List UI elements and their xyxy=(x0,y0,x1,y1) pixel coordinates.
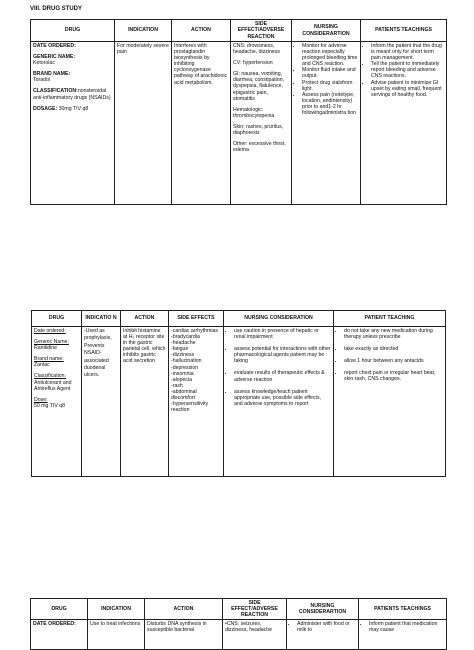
teaching-cell xyxy=(334,327,446,477)
side-effects-cell xyxy=(231,42,292,205)
generic-name-value: Ranitidine xyxy=(34,345,58,352)
side-effects-cell: •CNS: seizures, dizziness, headache xyxy=(223,620,287,650)
header-side-effects: SIDE EFFECTS xyxy=(169,311,224,327)
indication-cell: Use to treat infections xyxy=(88,620,145,650)
header-side-effects: SIDE EFFECT/ADVERSE REACTION xyxy=(223,599,287,620)
nursing-item: • use caution in presence of hepatic or renal impairment xyxy=(234,328,331,340)
side-effect-item: Other: excessive thirst, edema xyxy=(233,141,286,154)
side-effect-item: -cardiac arrhythmias xyxy=(171,328,218,334)
nursing-item: • assess potential for interactions with other pharmacological agents patient may be taking xyxy=(234,346,331,364)
side-effect-item: Skin: rashes, pruritus, diaphoresis xyxy=(233,123,284,137)
side-effect-item: -bradycardia xyxy=(171,334,200,341)
teaching-item: • Inform patient that medication may cause xyxy=(369,621,444,633)
teaching-item: • do not take any new medication during therapy unless prescribe xyxy=(344,328,443,340)
dose-label: Dose: xyxy=(34,396,48,403)
nursing-cell xyxy=(292,42,361,205)
date-ordered-label: Date ordered: xyxy=(34,328,66,334)
action-cell: Disturbs DNA synthesis in susceptible bacterial xyxy=(145,620,223,650)
side-effect-item: -depression xyxy=(171,364,199,371)
teaching-cell xyxy=(361,42,447,205)
drug-study-table-ranitidine xyxy=(31,310,446,477)
side-effect-item: -insomnia xyxy=(171,370,194,377)
teaching-item: • report chest pain or irregular heart beat, skin rash, CNS changes. xyxy=(344,370,443,382)
nursing-item: • Assess pain (notetype, location, andintensity) prior to and1-2 hr followingadministra tion xyxy=(302,92,358,116)
nursing-item: • Administer with food or milk to xyxy=(297,621,356,633)
side-effect-item: -hypersensitivity reaction xyxy=(171,401,209,414)
classification-value: Antiulcerant and Antireflux Agent xyxy=(34,379,72,392)
teaching-cell xyxy=(359,620,447,650)
drug-cell xyxy=(31,42,115,205)
side-effect-item: -hallucination xyxy=(171,358,202,365)
side-effects-cell xyxy=(169,327,224,477)
teaching-item: • take exactly as directed xyxy=(344,346,443,352)
header-teaching: PATIENT TEACHING xyxy=(334,311,446,327)
header-drug: DRUG xyxy=(31,20,115,42)
date-ordered-label: DATE ORDERED: xyxy=(31,620,88,650)
side-effect-item: -headache xyxy=(171,340,196,347)
header-action: ACTION xyxy=(172,20,231,42)
side-effect-item: CV: hypertension xyxy=(233,60,273,67)
generic-name-value: Ketorolac xyxy=(33,60,55,67)
dosage-label: DOSAGE: xyxy=(33,105,58,112)
nursing-cell xyxy=(287,620,359,650)
teaching-item: • Inform the patient that the drug is meant only for short term pain management. xyxy=(371,43,444,61)
header-drug: DRUG xyxy=(32,311,82,327)
date-ordered-label: DATE ORDERED: xyxy=(33,43,76,49)
side-effect-item: -alopecia xyxy=(171,376,193,383)
nursing-item: • evaluate results of therapeutic effects & adverse reaction xyxy=(234,370,331,382)
nursing-item: • assess knowledge/teach patient appropriate use, possible side effects, and adverse symptoms to report xyxy=(234,389,331,407)
drug-study-table-ketorolac xyxy=(30,19,447,205)
dose-value: 50 mg TIV q8 xyxy=(34,402,66,409)
brand-name-value: Toradol xyxy=(33,77,51,84)
dosage-value: 30mg TIV q8 xyxy=(57,105,89,112)
teaching-item: • Tell the patient to immediately report bleeding and adverse CNS reactions. xyxy=(371,61,444,79)
side-effect-item: CNS: drowsiness, headache, dizziness xyxy=(233,43,281,56)
header-nursing: NURSING CONSIDERATION xyxy=(224,311,334,327)
side-effect-item: -rash xyxy=(171,382,183,389)
classification-label: CLASSIFICATION: xyxy=(33,88,78,95)
header-indication: INDICATION xyxy=(115,20,172,42)
action-cell: Interferes with prostaglandin biosynthesis by inhibiting cyclooxygenase pathway of arachidonic acid metabolism. xyxy=(172,42,231,205)
brand-name-value: Zantac xyxy=(34,362,50,369)
nursing-item: • Protect drug vialsfrom light. xyxy=(302,80,358,92)
side-effect-item: GI: nausea, vomiting, diarrhea, constipation, dyspepsia, flatulence, epigastric pain, stomatitis xyxy=(233,71,285,102)
header-teaching: PATIENTS TEACHINGS xyxy=(361,20,447,42)
header-action: ACTION xyxy=(145,599,223,620)
header-indication: INDICATION xyxy=(88,599,145,620)
header-side-effects: SIDE EFFECT/ADVERSE REACTION xyxy=(231,20,292,42)
drug-cell xyxy=(32,327,82,477)
indication-cell: -Used as prophylaxis, Prevents NSAID-associated duodenal ulcers. xyxy=(82,327,121,477)
header-action: ACTION xyxy=(121,311,169,327)
classification-value: nonsteroidal anti-inflammatory drugs (NSAIDs) xyxy=(33,88,111,101)
side-effect-item: -fatigue xyxy=(171,346,189,353)
action-cell: Inhibit histamine at H₂ receptor site in the gastric parietal cell, which inhibits gastric acid secretion xyxy=(121,327,169,477)
header-nursing: NURSING CONSIDERARTION xyxy=(292,20,361,42)
side-effect-item: -abdominal discomfort xyxy=(171,388,197,402)
side-effect-item: Hematologic: thrombocytopenia xyxy=(233,106,275,119)
nursing-item: • Monitor for adverse reaction especially prolonged bleeding time and CNS reaction. xyxy=(302,43,358,67)
teaching-item: • allow 1 hour between any antacids xyxy=(344,358,443,364)
indication-cell: For moderately severe pain xyxy=(115,42,172,205)
nursing-cell xyxy=(224,327,334,477)
brand-name-label: Brand name: xyxy=(34,356,64,363)
header-teaching: PATIENTS TEACHINGS xyxy=(359,599,447,620)
header-nursing: NURSING CONSIDERARTION xyxy=(287,599,359,620)
classification-label: Classification: xyxy=(34,373,67,380)
drug-study-table-third xyxy=(30,598,447,650)
generic-name-label: GENERIC NAME: xyxy=(33,54,76,61)
generic-name-label: Generic Name: xyxy=(34,339,69,346)
teaching-item: • Advise patient to minimize GI upset by eating small, frequent servings of healthy food. xyxy=(371,80,444,98)
header-drug: DRUG xyxy=(31,599,88,620)
header-indication: INDICATIO N xyxy=(82,311,121,327)
side-effect-item: -dizziness xyxy=(171,352,195,359)
nursing-item: • Monitor fluid intake and output. xyxy=(302,67,358,79)
section-heading: VIII. DRUG STUDY xyxy=(30,6,83,12)
brand-name-label: BRAND NAME: xyxy=(33,71,71,78)
